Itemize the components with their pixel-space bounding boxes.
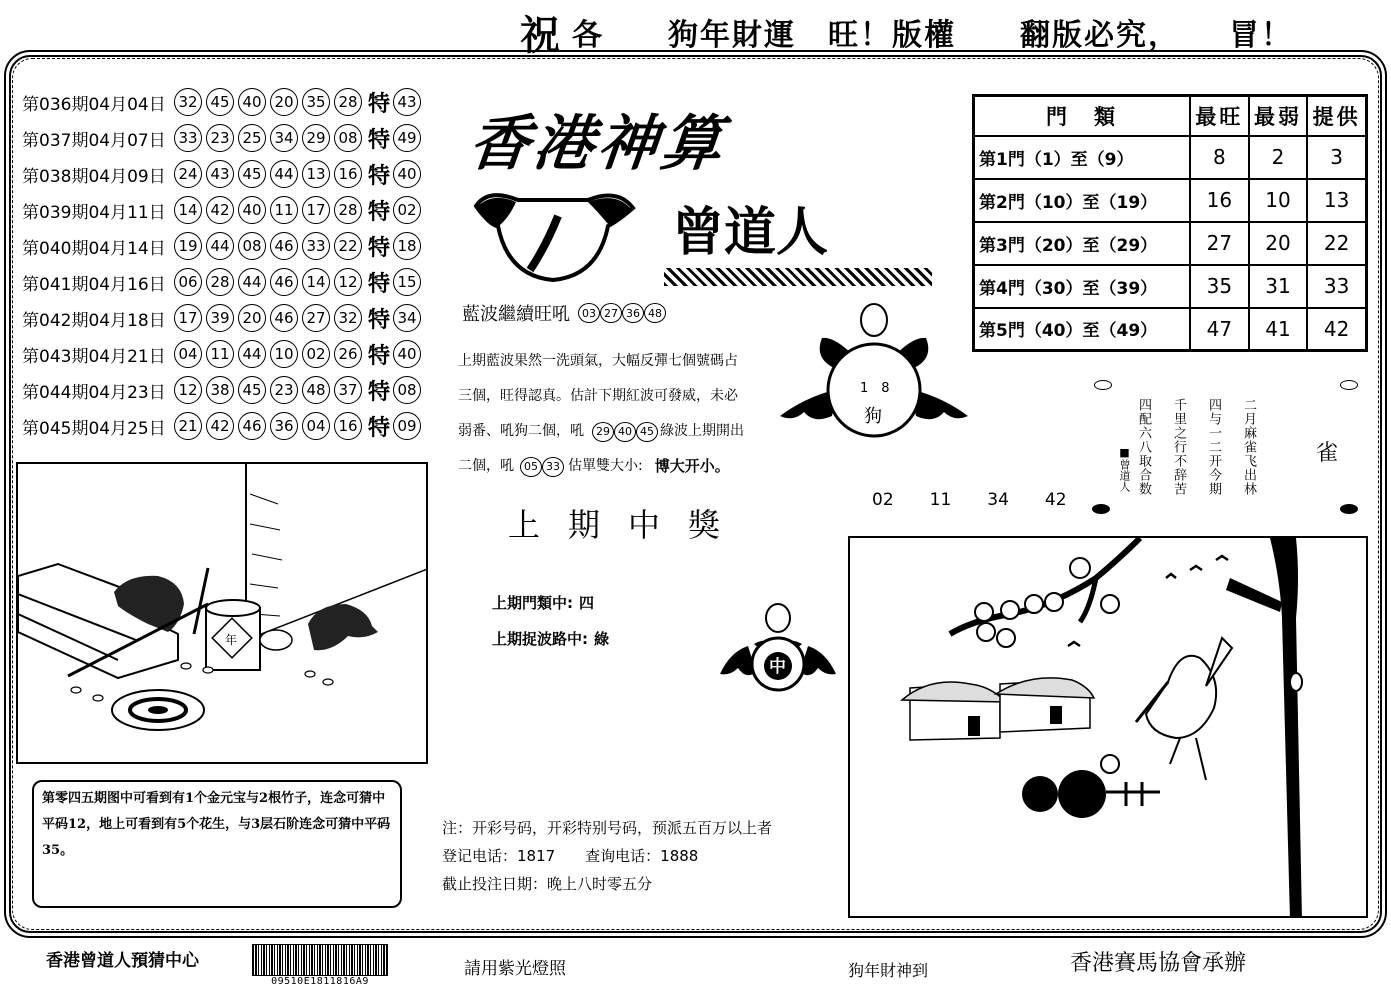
number-ball: 45 [206,88,234,116]
info-lines [442,814,772,898]
special-ball: 43 [393,88,421,116]
ornament-oval [1340,504,1358,514]
barcode [252,944,388,988]
info-line: 截止投注日期：晚上八时零五分 [442,875,653,893]
number-ball: 28 [334,196,362,224]
table-cell-provide: 33 [1307,265,1366,308]
draw-label: 第045期04月25日 [22,418,166,439]
number-ball: 37 [334,376,362,404]
table-cell-door: 第3門（20）至（29） [974,222,1191,265]
table-cell-min: 31 [1249,265,1308,308]
special-ball: 18 [393,232,421,260]
small-number-ball: 45 [636,422,658,442]
small-number-ball: 40 [614,422,636,442]
number-ball: 25 [238,124,266,152]
poem-number: 34 [987,490,1009,510]
poem-numbers [872,490,1067,510]
table-cell-provide: 42 [1307,308,1366,351]
table-cell-max: 47 [1190,308,1249,351]
number-ball: 44 [238,268,266,296]
footer-uv-text: 請用紫光燈照 [464,959,566,979]
poem-number: 42 [1044,490,1067,510]
banner-lead: 祝 [520,12,562,59]
number-ball: 22 [334,232,362,260]
number-ball: 10 [270,340,298,368]
small-number-ball: 05 [520,457,542,477]
draw-row [22,300,442,336]
table-row [974,136,1367,179]
special-label: 特 [368,126,391,153]
special-label: 特 [368,270,391,297]
special-ball: 09 [393,412,421,440]
special-label: 特 [368,234,391,261]
draw-label: 第040期04月14日 [22,238,166,259]
para-line-3 [458,414,758,449]
table-header-cell: 最旺 [1190,96,1249,136]
top-banner [520,4,1380,59]
number-ball: 19 [174,232,202,260]
number-ball: 08 [238,232,266,260]
number-ball: 43 [206,160,234,188]
number-ball: 17 [174,304,202,332]
small-number-ball: 27 [600,303,622,323]
door-stats-table [972,94,1368,352]
number-ball: 14 [302,268,330,296]
draw-label: 第041期04月16日 [22,274,166,295]
draw-row [22,228,442,264]
wave-label: 藍波繼續旺吼 [462,304,570,325]
number-ball: 46 [270,304,298,332]
poem-bird-char: 雀 [1316,441,1339,466]
number-ball: 44 [238,340,266,368]
table-header-cell: 提供 [1307,96,1366,136]
number-ball: 20 [238,304,266,332]
number-ball: 24 [174,160,202,188]
ornament-oval [1092,504,1110,514]
ornament-oval [1094,380,1112,390]
table-cell-max: 35 [1190,265,1249,308]
special-label: 特 [368,342,391,369]
table-row [974,222,1367,265]
number-ball: 11 [206,340,234,368]
number-ball: 40 [238,88,266,116]
number-ball: 32 [334,304,362,332]
number-ball: 27 [302,304,330,332]
draw-row [22,156,442,192]
number-ball: 32 [174,88,202,116]
number-ball: 16 [334,160,362,188]
table-cell-provide: 13 [1307,179,1366,222]
small-number-ball: 48 [644,303,666,323]
special-ball: 34 [393,304,421,332]
poem-number: 02 [872,490,894,510]
gourd-marks: 1 8 [860,381,890,396]
table-cell-max: 8 [1190,136,1249,179]
page-subtitle: 曾道人 [672,203,829,263]
poem-line: 四配六八取合数 [1136,398,1151,496]
gourd-dog-icon [774,298,974,448]
table-header-cell: 門 類 [974,96,1191,136]
number-ball: 39 [206,304,234,332]
result-value: 綠 [594,630,610,648]
para-line-4-balls [520,457,564,477]
poem-signature: ■曾道人 [1118,446,1131,492]
number-ball: 46 [270,268,298,296]
special-label: 特 [368,90,391,117]
draw-label: 第038期04月09日 [22,166,166,187]
para-line-4 [458,449,758,484]
draw-row [22,264,442,300]
wave-heading [462,300,666,326]
table-row [974,265,1367,308]
number-ball: 11 [270,196,298,224]
number-ball: 23 [270,376,298,404]
table-cell-door: 第1門（1）至（9） [974,136,1191,179]
para-line-3a: 弱番、吼狗二個，吼 [458,423,584,439]
number-ball: 46 [238,412,266,440]
special-ball: 49 [393,124,421,152]
number-ball: 12 [334,268,362,296]
table-row [974,179,1367,222]
page-title: 香港神算 [465,109,730,179]
decorative-stripe [664,268,932,286]
number-ball: 34 [270,124,298,152]
number-ball: 36 [270,412,298,440]
analysis-paragraph [458,344,758,484]
tin-label: 年 [225,633,238,647]
table-cell-max: 27 [1190,222,1249,265]
sparrow-landscape-illustration [848,536,1368,918]
ornament-oval [1340,380,1358,390]
special-label: 特 [368,162,391,189]
footer-slogan: 狗年財神到 [848,961,929,980]
table-cell-provide: 22 [1307,222,1366,265]
table-cell-provide: 3 [1307,136,1366,179]
poem [1134,398,1258,496]
number-ball: 35 [302,88,330,116]
prize-heading: 上期中獎 [508,506,749,544]
number-ball: 48 [302,376,330,404]
number-ball: 26 [334,340,362,368]
draw-row [22,84,442,120]
special-ball: 02 [393,196,421,224]
poem-line: 千里之行不辞苦 [1171,398,1186,496]
special-ball: 40 [393,340,421,368]
special-label: 特 [368,414,391,441]
number-ball: 14 [174,196,202,224]
draw-history-list [22,84,442,444]
para-line-4a: 二個，吼 [458,458,514,474]
number-ball: 33 [174,124,202,152]
number-ball: 17 [302,196,330,224]
number-ball: 28 [206,268,234,296]
draw-row [22,372,442,408]
para-line-2: 三個，旺得認真。估計下期紅波可發威，未必 [458,388,738,404]
small-number-ball: 03 [578,303,600,323]
draw-row [22,408,442,444]
table-cell-min: 41 [1249,308,1308,351]
number-ball: 42 [206,196,234,224]
table-header-cell: 最弱 [1249,96,1308,136]
result-line [492,592,594,613]
number-ball: 45 [238,160,266,188]
table-cell-max: 16 [1190,179,1249,222]
para-line-3-balls [592,422,658,442]
number-ball: 13 [302,160,330,188]
draw-label: 第042期04月18日 [22,310,166,331]
number-ball: 45 [238,376,266,404]
small-number-ball: 29 [592,422,614,442]
para-line-3b: 綠波上期開出 [660,423,744,439]
number-ball: 04 [174,340,202,368]
info-line: 注：开彩号码，开彩特别号码，预派五百万以上者 [442,819,773,837]
small-number-ball: 33 [542,457,564,477]
table-cell-door: 第2門（10）至（19） [974,179,1191,222]
special-label: 特 [368,306,391,333]
number-ball: 38 [206,376,234,404]
number-ball: 08 [334,124,362,152]
hint-note-box: 第零四五期图中可看到有1个金元宝与2根竹子，连念可猜中平码12，地上可看到有5个花生，与3层石阶连念可猜中平码35。 [32,780,402,908]
draw-label: 第044期04月23日 [22,382,166,403]
number-ball: 46 [270,232,298,260]
para-line-1: 上期藍波果然一洗頭氣，大幅反彈七個號碼占 [458,353,738,369]
table-row [974,308,1367,351]
para-line-4c: 博大开小。 [654,457,730,475]
barcode-bars [252,944,388,976]
result-value: 四 [579,594,595,612]
footer-left-text: 香港曾道人預猜中心 [46,951,199,971]
draw-label: 第036期04月04日 [22,94,166,115]
barcode-number: 09510E1811816A9 [271,976,369,987]
number-ball: 04 [302,412,330,440]
number-ball: 40 [238,196,266,224]
small-number-ball: 36 [622,303,644,323]
gourd-zhong-label: 中 [769,657,786,677]
table-cell-min: 20 [1249,222,1308,265]
poem-line: 二月麻雀飞出林 [1241,398,1256,496]
number-ball: 44 [206,232,234,260]
info-line: 登记电话：1817 查询电话：1888 [442,847,699,865]
draw-row [22,336,442,372]
number-ball: 44 [270,160,298,188]
table-header-row [974,96,1367,136]
draw-label: 第043期04月21日 [22,346,166,367]
draw-row [22,192,442,228]
number-ball: 02 [302,340,330,368]
draw-label: 第037期04月07日 [22,130,166,151]
table-cell-door: 第4門（30）至（39） [974,265,1191,308]
wave-balls [578,303,666,323]
poem-number: 11 [929,490,952,510]
special-ball: 15 [393,268,421,296]
result-label: 上期門類中: [492,594,573,612]
number-ball: 21 [174,412,202,440]
number-ball: 28 [334,88,362,116]
banner-text: 各 狗年財運 旺！版權 翻版必究， 冒！ [572,18,1293,53]
special-ball: 08 [393,376,421,404]
number-ball: 20 [270,88,298,116]
special-ball: 40 [393,160,421,188]
special-label: 特 [368,378,391,405]
draw-label: 第039期04月11日 [22,202,166,223]
footer-right-text: 香港賽馬協會承辦 [1070,951,1247,976]
table-cell-door: 第5門（40）至（49） [974,308,1191,351]
result-line [492,628,609,649]
number-ball: 16 [334,412,362,440]
gourd-dog-label: 狗 [864,406,882,427]
number-ball: 42 [206,412,234,440]
number-ball: 33 [302,232,330,260]
gold-ingot-icon [468,186,638,286]
gourd-zhong-icon [718,600,838,696]
table-cell-min: 2 [1249,136,1308,179]
draw-row [22,120,442,156]
special-label: 特 [368,198,391,225]
result-label: 上期捉波路中: [492,630,588,648]
number-ball: 29 [302,124,330,152]
number-ball: 06 [174,268,202,296]
poem-line: 四与一二开今期 [1206,398,1221,496]
number-ball: 23 [206,124,234,152]
table-cell-min: 10 [1249,179,1308,222]
rats-illustration [16,462,428,764]
para-line-4b: 估單雙大小: [568,458,643,474]
number-ball: 12 [174,376,202,404]
